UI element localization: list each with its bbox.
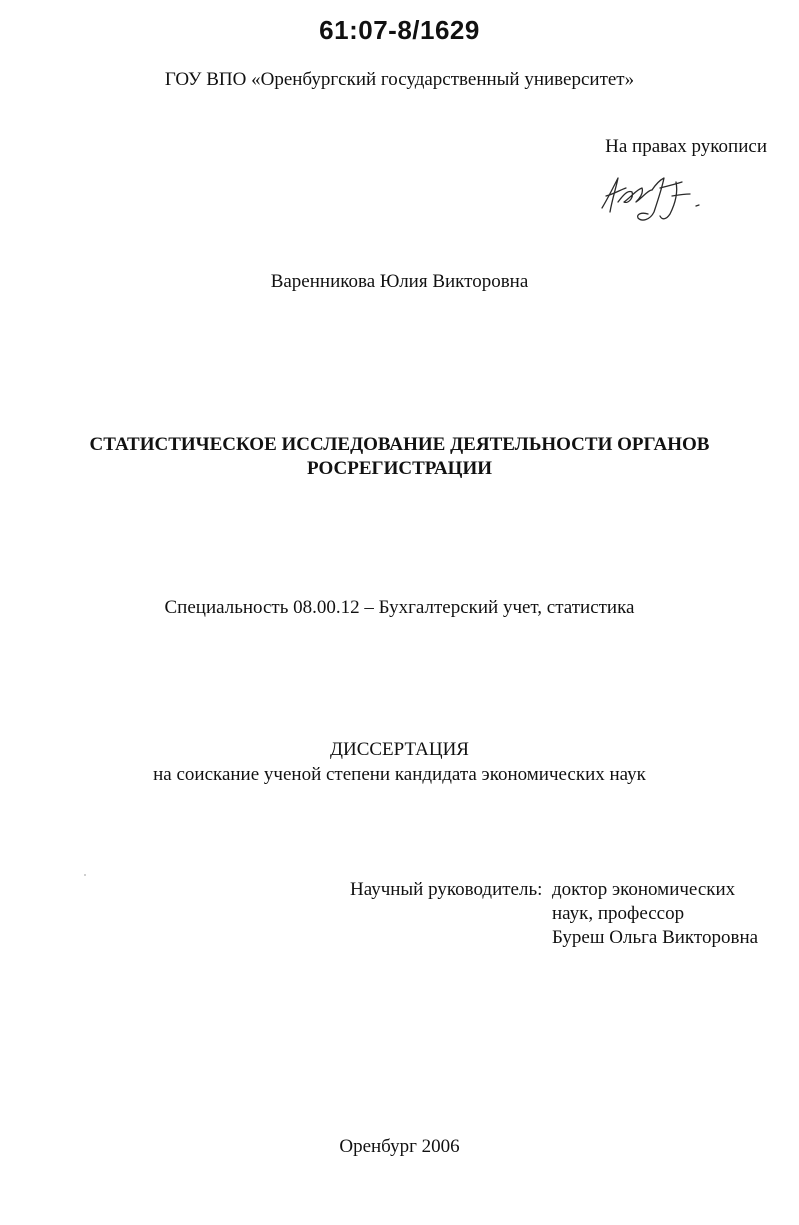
- signature-icon: [598, 168, 708, 230]
- advisor-line: наук, профессор: [552, 903, 685, 924]
- advisor-line: доктор экономических: [552, 879, 736, 900]
- archive-code-stamp: 61:07-8/1629: [319, 15, 480, 45]
- advisor-label: Научный руководитель:: [350, 879, 543, 900]
- advisor-line: Буреш Ольга Викторовна: [552, 927, 759, 948]
- thesis-type: ДИССЕРТАЦИЯ: [330, 739, 469, 760]
- institution-name: ГОУ ВПО «Оренбургский государственный университет»: [164, 69, 635, 90]
- scan-speck: [84, 874, 86, 876]
- degree-line: на соискание ученой степени кандидата экономических наук: [153, 764, 646, 785]
- author-name: Варенникова Юлия Викторовна: [270, 271, 529, 292]
- dissertation-title-line: СТАТИСТИЧЕСКОЕ ИССЛЕДОВАНИЕ ДЕЯТЕЛЬНОСТИ ОРГАНОВ: [89, 434, 710, 455]
- specialty-line: Специальность 08.00.12 – Бухгалтерский учет, статистика: [164, 597, 635, 618]
- dissertation-title-line: РОСРЕГИСТРАЦИИ: [307, 458, 492, 479]
- city-year: Оренбург 2006: [339, 1136, 460, 1157]
- manuscript-rights-note: На правах рукописи: [605, 136, 767, 157]
